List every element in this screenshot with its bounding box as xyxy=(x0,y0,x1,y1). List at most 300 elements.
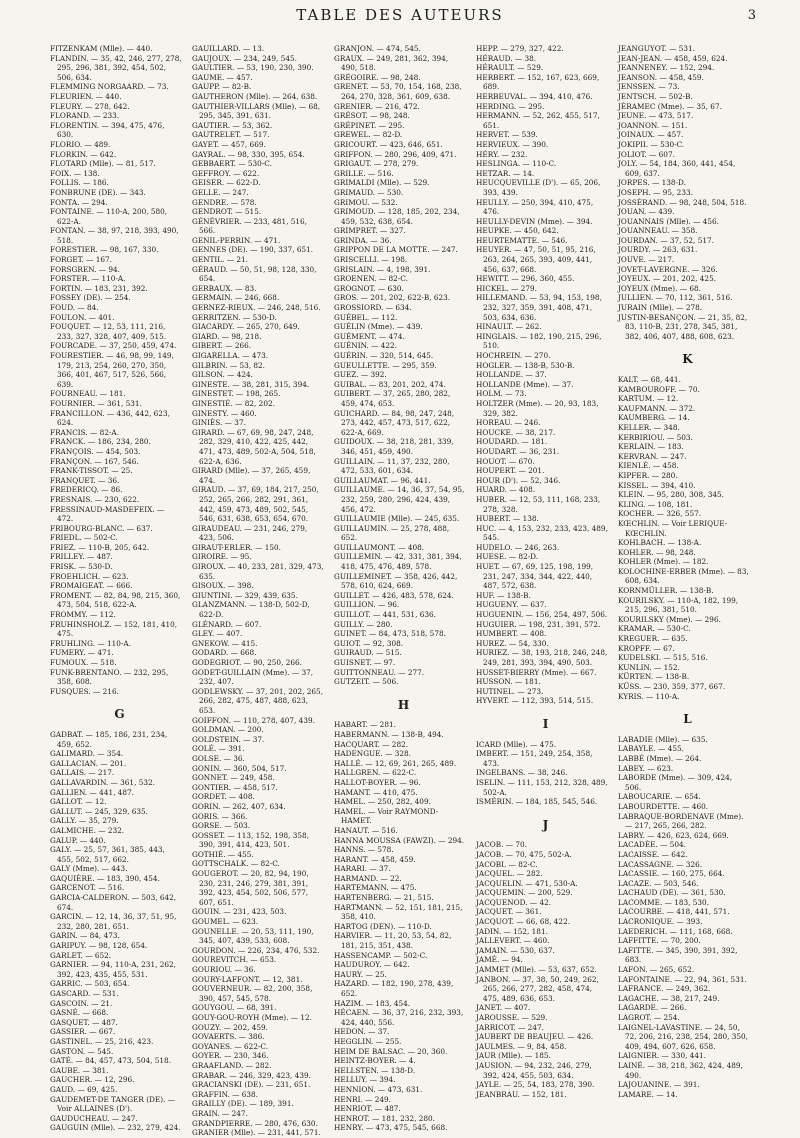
author-entry: JOLIOT. — 607. xyxy=(618,149,675,159)
author-entry: FREDERICQ. — 86. xyxy=(50,485,123,495)
author-entry: HAURY. — 25. xyxy=(334,969,387,979)
author-entry: GIRARD. — 67, 69, 98, 247, 248, 282, 329, 410, 422, 425, 442, 471, 473, 489, 502-A, 504, 518, 622-A, 636. xyxy=(192,427,316,466)
author-entry: GUIOT. — 92, 308. xyxy=(334,638,404,648)
author-entry: GOTHIÉ. — 455. xyxy=(192,849,254,859)
author-entry: GAUTHERON (Mlle). — 264, 638. xyxy=(192,91,318,101)
author-entry: GINESTET. — 198, 265. xyxy=(192,389,281,399)
author-entry: HYVERT. — 112, 393, 514, 515. xyxy=(476,696,594,706)
author-entry: GOUYGOU. — 68, 391. xyxy=(192,1003,277,1013)
author-entry: FOURNEAU. — 181. xyxy=(50,389,126,399)
author-entry: GALIMARD. — 354. xyxy=(50,749,124,759)
author-entry: GAUTIER. — 53, 362. xyxy=(192,120,273,130)
author-entry: GUILLY. — 280. xyxy=(334,619,393,629)
author-entry: HANAUT. — 516. xyxy=(334,825,398,835)
author-entry: GARCENOT. — 516. xyxy=(50,883,125,893)
author-entry: HABART. — 281. xyxy=(334,720,396,730)
author-entry: LACOURBE. — 418, 441, 571. xyxy=(618,907,730,917)
author-entry: GINESTIÉ. — 82, 202. xyxy=(192,398,275,408)
author-entry: GEBBAERT. — 530-C. xyxy=(192,159,272,169)
author-entry: LAFON. — 265, 652. xyxy=(618,965,695,975)
author-entry: KERLAIN. — 183. xyxy=(618,442,684,452)
author-entry: LAGARDE. — 266. xyxy=(618,1003,687,1013)
author-entry: LAGROT. — 254. xyxy=(618,1013,680,1022)
author-entry: GUILLEMIN. — 42, 331, 381, 394, 418, 475, 476, 489, 578. xyxy=(334,552,462,572)
author-entry: GOLSE. — 36. xyxy=(192,753,245,763)
author-entry: GONTIER. — 458, 517. xyxy=(192,782,278,792)
author-entry: FLORAND. — 233. xyxy=(50,111,120,121)
author-entry: HEUCQUEVILLE (D'). — 65, 206, 393, 439. xyxy=(476,178,601,197)
author-entry: GONNET. — 249, 458. xyxy=(192,773,275,783)
author-entry: KOHLER (Mme). — 182. xyxy=(618,557,709,567)
author-entry: HERVET. — 539. xyxy=(476,130,538,140)
author-entry: HERMANN. — 52, 262, 455, 517, 651. xyxy=(476,111,600,130)
author-entry: FRESSINAUD-MASDEFEIX. — 472. xyxy=(50,504,165,524)
author-entry: HARTENBERG. — 21, 515. xyxy=(334,893,434,903)
author-entry: KISSEL. — 394, 410. xyxy=(618,480,696,490)
author-entry: JOINAUX. — 457. xyxy=(618,130,684,140)
author-entry: GOUY-GOU-ROYH (Mme). — 12. xyxy=(192,1012,312,1022)
author-entry: GUÉRIN. — 320, 514, 645. xyxy=(334,351,434,360)
author-entry: GORSE. — 503. xyxy=(192,821,251,831)
author-entry: GIRARD (Mlle). — 37, 265, 459, 474. xyxy=(192,466,311,485)
author-entry: KÜSS. — 230, 359, 377, 667. xyxy=(618,682,726,691)
author-entry: FROEHLICH. — 623. xyxy=(50,571,129,581)
author-entry: FRUHINSHOLZ. — 152, 181, 410, 475. xyxy=(50,619,178,639)
author-entry: GASTON. — 545. xyxy=(50,1046,114,1056)
author-entry: GLEY. — 407. xyxy=(192,629,243,639)
author-entry: GOLDMAN. — 200. xyxy=(192,725,264,735)
author-entry: HASSENCAMP. — 502-C. xyxy=(334,950,428,960)
author-entry: GOURIOU. — 36. xyxy=(192,965,256,974)
author-entry: KORNMÜLLER. — 138-B. xyxy=(618,586,714,596)
author-entry: FRANK-TISSOT. — 25. xyxy=(50,466,133,476)
author-entry: GROS. — 201, 202, 622-B, 623. xyxy=(334,293,451,303)
author-entry: GUÉLIN (Mme). — 439. xyxy=(334,322,423,332)
author-entry: GAUTHIER-VILLARS (Mlle). — 68, 295, 345, 391, 631. xyxy=(192,101,321,121)
author-entry: KOURILSKY. — 110-A, 182, 199, 215, 296, 381, 510. xyxy=(618,595,739,615)
author-entry: GIROUX. — 40, 233, 281, 329, 473, 635. xyxy=(192,562,324,581)
author-entry: JACQUELIN. — 471, 530-A. xyxy=(476,878,578,888)
author-entry: JANET. — 407. xyxy=(476,1003,531,1013)
author-entry: HUDELO. — 246, 263. xyxy=(476,542,560,552)
author-entry: FORTIN. — 183, 231, 392. xyxy=(50,283,148,293)
author-entry: KRAMAR. — 530-C. xyxy=(618,624,691,634)
page-number: 3 xyxy=(747,8,756,23)
author-entry: GAUD. — 69, 425. xyxy=(50,1084,118,1094)
author-entry: FRANQUET. — 36. xyxy=(50,475,120,485)
author-entry: FORGET. — 167. xyxy=(50,255,112,265)
author-entry: FLOTARD (Mlle). — 81, 517. xyxy=(50,159,156,169)
author-entry: HUTINEL. — 273. xyxy=(476,686,544,696)
author-entry: KIPFER. — 280. xyxy=(618,470,678,480)
author-entry: GAUBE. — 381. xyxy=(50,1065,109,1075)
author-entry: KAUFMANN. — 372. xyxy=(618,403,696,413)
author-entry: GROENEN. — 82-C. xyxy=(334,274,408,284)
author-entry: LAJOUANINE. — 391. xyxy=(618,1080,700,1090)
author-entry: LABAYLE. — 455. xyxy=(618,744,684,754)
author-entry: JENTSCH. — 502-B. xyxy=(618,91,693,101)
author-entry: HOUDARD. — 181. xyxy=(476,437,548,447)
author-entry: HALLÉ. — 12, 69, 261, 265, 489. xyxy=(334,758,457,768)
author-entry: GROSSIORD. — 634. xyxy=(334,303,412,313)
author-entry: GORIN. — 262, 407, 634. xyxy=(192,801,286,811)
author-entry: GALUP. — 440. xyxy=(50,835,106,845)
author-entry: HUARD. — 408. xyxy=(476,485,536,495)
author-entry: GODEGRIOT. — 90, 250, 266. xyxy=(192,658,302,667)
author-entry: GRICOURT. — 423, 646, 651. xyxy=(334,139,443,149)
author-entry: LABORDE (Mme). — 309, 424, 506. xyxy=(618,773,733,792)
author-entry: GUILLAIN. — 11, 37, 232, 280, 472, 533, 601, 634. xyxy=(334,456,450,476)
author-entry: FRANCK. — 186, 234, 280. xyxy=(50,437,151,447)
author-entry: GAUTRELET. — 517. xyxy=(192,130,270,140)
author-entry: GRANJON. — 474, 545. xyxy=(334,44,421,53)
author-entry: HARARI. — 37. xyxy=(334,864,391,874)
author-entry: FOUQUET. — 12, 53, 111, 216, 233, 327, 328, 407, 409, 515. xyxy=(50,322,167,341)
author-entry: HICKEL. — 279. xyxy=(476,283,537,293)
author-entry: GUILLEMINET. — 358, 426, 442, 578, 610, 624, 669. xyxy=(334,571,458,591)
author-entry: GRAIN. — 247. xyxy=(192,1108,248,1118)
author-entry: HARTOG (DEN). — 110-D. xyxy=(334,921,432,931)
author-entry: GUILLAUMIN. — 25, 278, 488, 652. xyxy=(334,523,450,543)
author-entry: HETZAR. — 14. xyxy=(476,168,535,178)
author-entry: HALLOT-BOYER. — 96. xyxy=(334,777,421,787)
author-entry: LAFFITTE. — 70, 200. xyxy=(618,936,701,946)
author-entry: KOHLBACH. — 138-A. xyxy=(618,538,702,548)
author-entry: HOUPERT. — 201. xyxy=(476,466,545,476)
author-entry: GILSON. — 424. xyxy=(192,370,253,380)
author-entry: GRÉPINET. — 295. xyxy=(334,120,405,130)
index-column-4 xyxy=(476,44,608,1099)
author-entry: GUIBAL. — 83, 201, 202, 474. xyxy=(334,379,446,389)
author-entry: GAQUIÈRE. — 183, 390, 454. xyxy=(50,873,160,883)
author-entry: GODET-GUILLAIN (Mme). — 37, 232, 407. xyxy=(192,667,314,687)
author-entry: JULLIEN. — 70, 112, 361, 516. xyxy=(618,293,733,303)
author-entry: GIROIRE. — 95. xyxy=(192,552,252,562)
author-entry: HENRI. — 249. xyxy=(334,1094,391,1104)
author-entry: HELLSTEN. — 138-D. xyxy=(334,1065,416,1075)
author-entry: FOURCADE. — 37, 250, 459, 474. xyxy=(50,341,177,351)
author-entry: ICARD (Mlle). — 475. xyxy=(476,739,557,749)
author-entry: FONTAINE. — 110-A, 200, 580, 622-A. xyxy=(50,207,168,226)
author-entry: JOUAN. — 439. xyxy=(618,207,675,217)
author-entry: KOLOCHINE-ERBER (Mme). — 83, 608, 634. xyxy=(618,566,749,586)
author-entry: KALT. — 68, 441. xyxy=(618,375,681,384)
author-entry: JAYLE. — 25, 54, 183, 278, 390. xyxy=(476,1080,595,1090)
author-entry: GENDRE. — 578. xyxy=(192,197,257,207)
author-entry: HUBER. — 12, 53, 111, 168, 233, 278, 328. xyxy=(476,494,601,514)
author-entry: GOVAERTS. — 386. xyxy=(192,1032,265,1042)
author-entry: GRABAR. — 246, 329, 423, 439. xyxy=(192,1070,311,1080)
author-entry: GUITTONNEAU. — 277. xyxy=(334,667,425,677)
author-entry: GOSSET. — 113, 152, 198, 358, 390, 391, 414, 423, 501. xyxy=(192,830,310,850)
author-entry: GIBERT. — 266. xyxy=(192,341,252,351)
author-entry: JAUSION. — 94, 232, 246, 279, 392, 424, 455, 503, 634. xyxy=(476,1060,592,1080)
author-entry: GAYRAL. — 98, 330, 395, 654. xyxy=(192,149,305,159)
author-entry: GAUILLARD. — 13. xyxy=(192,44,265,53)
author-entry: GAUDEMET-DE TANGER (DE). — Voir ALLAINES (D'). xyxy=(50,1094,176,1114)
author-entry: HADENGUE. — 328. xyxy=(334,749,412,759)
author-entry: GRIPPON DE LA MOTTE. — 247. xyxy=(334,245,458,255)
author-entry: LABBÉ (Mme). — 264. xyxy=(618,753,702,763)
author-entry: GOURY-LAFFONT. — 12, 381. xyxy=(192,974,303,984)
author-entry: GREWEL. — 82-D. xyxy=(334,130,403,140)
author-entry: GALLOT. — 12. xyxy=(50,797,107,807)
author-entry: LACRONIQUE. — 393. xyxy=(618,917,703,927)
index-column-3 xyxy=(334,44,466,1133)
author-entry: JENSSEN. — 73. xyxy=(618,82,680,92)
author-entry: GUTZEIT. — 506. xyxy=(334,677,399,687)
author-entry: FLORENTIN. — 394, 475, 476, 630. xyxy=(50,120,165,140)
author-entry: GOUGEROT. — 20, 82, 94, 190, 230, 231, 246, 279, 381, 391, 392, 423, 454, 502, 506, 577, 607, 651. xyxy=(192,869,309,907)
author-entry: LACASSIE. — 160, 275, 664. xyxy=(618,869,725,879)
author-entry: JAMMET (Mlle). — 53, 637, 652. xyxy=(476,965,597,975)
author-entry: GASQUET. — 487. xyxy=(50,1017,118,1027)
author-entry: GRACIANSKI (DE). — 231, 651. xyxy=(192,1080,311,1090)
author-entry: GARCIN. — 12, 14, 36, 37, 51, 95, 232, 280, 281, 651. xyxy=(50,912,177,931)
author-entry: HUGUENY. — 637. xyxy=(476,600,547,610)
author-entry: GIRAUD. — 37, 69, 184, 217, 250, 252, 265, 266, 282, 291, 361, 442, 459, 473, 489, 502, 545, 546, 631, 638, 653, 654, 670. xyxy=(192,485,319,524)
author-entry: ISMÉRIN. — 184, 185, 545, 546. xyxy=(476,797,598,807)
author-entry: FROMAIGEAT. — 666. xyxy=(50,581,133,591)
author-entry: GAUPP. — 82-B. xyxy=(192,82,252,92)
author-entry: FUNK-BRENTANO. — 232, 295, 358, 608. xyxy=(50,667,169,687)
author-entry: HEWITT. — 296, 360, 455. xyxy=(476,274,575,284)
author-entry: HELLUY. — 394. xyxy=(334,1075,396,1085)
author-entry: JOKIPII. — 530-C. xyxy=(618,139,685,149)
author-entry: HUF. — 138-B. xyxy=(476,590,531,600)
author-entry: GARIPUY. — 98, 128, 654. xyxy=(50,941,148,951)
author-entry: HINGLAIS. — 182, 190, 215, 296, 510. xyxy=(476,331,602,351)
author-entry: LABADIE (Mlle). — 635. xyxy=(618,734,708,744)
author-entry: GALLIEN. — 441, 487. xyxy=(50,787,134,797)
author-entry: HARANT. — 458, 459. xyxy=(334,854,416,864)
author-entry: KLEIN. — 95, 280, 308, 345. xyxy=(618,490,724,500)
author-entry: HUREZ. — 54, 330. xyxy=(476,638,549,648)
author-entry: HAZARD. — 182, 190, 278, 439, 652. xyxy=(334,979,454,998)
author-entry: GRÉGOIRE. — 98, 248. xyxy=(334,72,421,82)
author-entry: GODLEWSKY. — 37, 201, 202, 265, 266, 282, 475, 487, 488, 623, 653. xyxy=(192,686,324,715)
author-entry: HENNION. — 473, 631. xyxy=(334,1084,423,1094)
author-entry: GRINDA. — 36. xyxy=(334,235,392,245)
author-entry: GALLAVARDIN. — 361, 532. xyxy=(50,777,155,787)
author-entry: GALMICHE. — 232. xyxy=(50,825,125,835)
author-entry: GERMAIN. — 246, 668. xyxy=(192,293,280,303)
author-entry: GUILLAUMAT. — 96, 441. xyxy=(334,475,431,485)
author-entry: FRIEDL. — 502-C. xyxy=(50,533,118,543)
author-entry: HUET. — 67, 69, 125, 198, 199, 231, 247, 334, 344, 422, 440, 487, 572, 638. xyxy=(476,562,594,591)
author-entry: GENTIL. — 21. xyxy=(192,255,248,265)
author-entry: HOUOT. — 670. xyxy=(476,456,535,466)
author-entry: JEAN-JEAN. — 458, 459, 624. xyxy=(618,53,728,63)
author-entry: GERNEZ-RIEUX. — 246, 248, 516. xyxy=(192,303,321,313)
author-entry: GRISLAIN. — 4, 198, 391. xyxy=(334,264,431,274)
author-entry: HOLLANDE. — 37. xyxy=(476,370,547,380)
author-entry: LACAZE. — 503, 546. xyxy=(618,878,699,888)
author-entry: HOUR (D'). — 52, 346. xyxy=(476,475,561,485)
author-entry: JACQUET. — 361. xyxy=(476,907,542,917)
author-entry: FROMENT. — 82, 84, 98, 215, 360, 473, 504, 518, 622-A. xyxy=(50,590,181,610)
author-entry: LACASSAGNE. — 326. xyxy=(618,859,703,869)
author-entry: LACHAUD (DE). — 361, 530. xyxy=(618,888,726,898)
author-entry: GUIBERT. — 37, 265, 280, 282, 459, 474, 653. xyxy=(334,389,451,408)
author-entry: LABOURDETTE. — 460. xyxy=(618,801,709,811)
author-entry: HENRIOT. — 487. xyxy=(334,1104,401,1114)
author-entry: HEINTZ-BOYER. — 4. xyxy=(334,1056,416,1066)
author-entry: FLEMMING NORGAARD. — 73. xyxy=(50,82,169,92)
author-entry: JAROUSSE. — 529. xyxy=(476,1013,548,1022)
author-entry: JOVET-LAVERGNE. — 326. xyxy=(618,264,718,274)
author-entry: GASCARD. — 531. xyxy=(50,989,119,998)
author-entry: GOUNELLE. — 20, 53, 111, 190, 345, 407, 439, 533, 608. xyxy=(192,926,314,946)
author-entry: HAMANT. — 410, 475. xyxy=(334,787,418,797)
author-entry: GLANZMANN. — 138-D, 502-D, 622-D. xyxy=(192,600,310,620)
author-entry: LAFRANCE. — 249, 362. xyxy=(618,984,711,994)
author-entry: FONTA. — 294. xyxy=(50,197,108,207)
author-entry: JURAIN (Mlle). — 278. xyxy=(618,303,703,313)
author-entry: KAUMBERG. — 14. xyxy=(618,413,690,423)
author-entry: JEANBRAU. — 152, 181. xyxy=(476,1089,567,1099)
author-entry: GALY (Mme). — 443. xyxy=(50,864,128,874)
author-entry: HARVIER. — 11, 20, 53, 54, 82, 181, 215, 351, 438. xyxy=(334,931,452,951)
author-entry: GNEKOW. — 415. xyxy=(192,638,258,648)
author-entry: LACOMME. — 183, 530. xyxy=(618,897,710,907)
author-entry: HACQUART. — 282. xyxy=(334,739,409,749)
author-entry: HENROT. — 181, 232, 280. xyxy=(334,1113,435,1123)
author-entry: GRAILLY (DE). — 189, 391. xyxy=(192,1099,294,1109)
author-entry: FRILLEY. — 487. xyxy=(50,552,113,562)
author-entry: GEFFROY. — 622. xyxy=(192,168,260,178)
author-entry: JEUNE. — 473, 517. xyxy=(618,111,694,121)
author-entry: GUISNET. — 97. xyxy=(334,658,396,667)
author-entry: GENIL-PERRIN. — 471. xyxy=(192,235,281,245)
author-entry: HUGUIER. — 198, 231, 391, 572. xyxy=(476,619,601,629)
author-entry: JOURDY. — 263, 631. xyxy=(618,245,698,255)
author-entry: KYRIS. — 110-A. xyxy=(618,691,680,701)
author-entry: GILBRIN. — 53, 82. xyxy=(192,360,265,370)
author-entry: LAMARE. — 14. xyxy=(618,1089,678,1099)
author-entry: GOTTSCHALK. — 82-C. xyxy=(192,859,280,869)
author-entry: GRIMPRET. — 327. xyxy=(334,226,406,236)
author-entry: GAUJOUX. — 234, 249, 545. xyxy=(192,53,297,63)
author-entry: LABOUCARIE. — 654. xyxy=(618,792,701,802)
author-entry: HEDON. — 37. xyxy=(334,1027,390,1037)
author-entry: FOURNIER. — 361, 531. xyxy=(50,398,142,408)
author-entry: HOUCKE. — 38, 217. xyxy=(476,427,556,437)
author-entry: GAULTIER. — 53, 190, 230, 390. xyxy=(192,63,314,73)
author-entry: KOCHER. — 326, 557. xyxy=(618,509,702,519)
author-entry: JANBON. — 37, 38, 50, 249, 262, 265, 266, 277, 282, 458, 474, 475, 489, 636, 653. xyxy=(476,974,599,1003)
author-entry: JALLEVERT. — 460. xyxy=(476,936,550,946)
author-entry: LAIGNEL-LAVASTINE. — 24, 50, 72, 206, 216, 238, 254, 280, 350, 409, 494, 607, 626, 658. xyxy=(618,1022,749,1051)
author-entry: GISOUX. — 398. xyxy=(192,581,254,591)
author-entry: JORPES. — 138-D. xyxy=(618,178,686,188)
author-entry: KOURILSKY (Mme). — 296. xyxy=(618,614,721,624)
author-entry: FOURESTIER. — 46, 98, 99, 149, 179, 213, 254, 260, 270, 350, 366, 401, 467, 517, 526, 566, 639. xyxy=(50,351,174,389)
author-entry: KERVRAN. — 247. xyxy=(618,451,687,461)
author-entry: KELLER. — 348. xyxy=(618,422,680,432)
author-entry: FRANÇON. — 167, 546. xyxy=(50,456,139,466)
author-entry: GRIFFON. — 280, 296, 409, 471. xyxy=(334,149,457,159)
author-entry: HESLINGA. — 110-C. xyxy=(476,159,557,169)
author-entry: HURIEZ. — 38, 193, 218, 246, 248, 249, 281, 393, 394, 490, 503. xyxy=(476,648,608,667)
author-entry: LAIGNIER. — 330, 441. xyxy=(618,1051,706,1061)
author-entry: GUÉNIN. — 422. xyxy=(334,341,397,351)
author-entry: GINESTE. — 38, 281, 315, 394. xyxy=(192,379,310,389)
author-entry: GOUVERNEUR. — 82, 200, 358, 390, 457, 545, 578. xyxy=(192,984,313,1003)
author-entry: IMBERT. — 151, 249, 254, 358, 473. xyxy=(476,749,593,768)
index-columns xyxy=(50,44,750,1138)
author-entry: ISELIN. — 111, 153, 212, 328, 489, 502-A. xyxy=(476,777,608,797)
author-entry: FRANCIS. — 82-A. xyxy=(50,427,120,437)
author-entry: HOLTZER (Mme). — 20, 93, 183, 329, 382. xyxy=(476,398,599,418)
author-entry: GOURDON. — 226, 234, 476, 532. xyxy=(192,945,320,955)
author-entry: GRANIER (Mlle). — 231, 441, 571. xyxy=(192,1128,321,1138)
author-entry: FITZENKAM (Mlle). — 440. xyxy=(50,44,153,53)
author-entry: LABRY. — 426, 623, 624, 669. xyxy=(618,830,729,840)
author-entry: HOGLER. — 138-B, 530-B. xyxy=(476,360,575,370)
author-entry: GRIMOU. — 532. xyxy=(334,197,398,207)
author-entry: JOURDAN. — 37, 52, 517. xyxy=(618,235,714,245)
author-entry: LAEDERICH. — 111, 168, 668. xyxy=(618,926,733,936)
author-entry: GIRAUT-ERLER. — 150. xyxy=(192,542,282,552)
author-entry: HOLLANDE (Mme). — 37. xyxy=(476,379,574,389)
author-entry: HUMBERT. — 408. xyxy=(476,629,547,639)
author-entry: GADBAT. — 185, 186, 231, 234, 459, 652. xyxy=(50,729,168,749)
author-entry: GRAAFLAND. — 282. xyxy=(192,1060,272,1070)
author-entry: HANNS. — 578. xyxy=(334,845,394,855)
author-entry: HÉRY. — 232. xyxy=(476,149,528,159)
author-entry: FUSQUES. — 216. xyxy=(50,686,119,696)
author-entry: JOYEUX (Mme). — 68. xyxy=(618,283,701,293)
author-entry: HUESE. — 82-D. xyxy=(476,552,539,562)
author-entry: HEUYER. — 47, 50, 51, 95, 216, 263, 264, 265, 393, 409, 441, 456, 637, 668. xyxy=(476,245,596,274)
author-entry: GAUGUIN (Mlle). — 232, 279, 424. xyxy=(50,1123,181,1133)
author-entry: LACADÉE. — 504. xyxy=(618,840,686,850)
author-entry: HAZIM. — 183, 454. xyxy=(334,998,411,1008)
author-entry: JEANGUYOT. — 531. xyxy=(618,44,695,53)
section-letter: K xyxy=(682,352,693,367)
author-entry: FRIEZ. — 110-B, 205, 642. xyxy=(50,542,150,552)
author-entry: GOIFFON. — 110, 278, 407, 439. xyxy=(192,715,315,725)
author-entry: FORSGREN. — 94. xyxy=(50,264,120,274)
author-entry: GOLDSTEIN. — 37. xyxy=(192,734,265,744)
author-entry: GALLACIAN. — 201. xyxy=(50,758,127,768)
author-entry: HARMAND. — 22. xyxy=(334,873,402,883)
author-entry: FUMERY. — 471. xyxy=(50,648,114,658)
author-entry: GUILLAUMONT. — 408. xyxy=(334,542,425,552)
author-entry: FLEURY. — 278, 642. xyxy=(50,101,130,111)
author-entry: GASSIER. — 667. xyxy=(50,1027,116,1037)
author-entry: GRAUX. — 249, 281, 362, 394, 490, 518. xyxy=(334,53,449,73)
author-entry: FONBRUNE (DE). — 343. xyxy=(50,187,146,197)
author-entry: LAINÉ. — 38, 218, 362, 424, 489, 490. xyxy=(618,1060,743,1080)
author-entry: GRIMOUD. — 128, 185, 202, 234, 459, 532, 638, 654. xyxy=(334,207,460,226)
author-entry: HUSSET-BIERRY (Mme). — 667. xyxy=(476,667,597,677)
author-entry: GUIRAUD. — 515. xyxy=(334,648,402,658)
author-entry: GOUIN. — 231, 423, 503. xyxy=(192,907,287,917)
page-title: TABLE DES AUTEURS xyxy=(296,6,504,24)
author-entry: HARTEMANN. — 475. xyxy=(334,883,417,893)
author-entry: FORESTIER. — 98, 167, 330. xyxy=(50,245,159,255)
author-entry: KROPFF. — 67. xyxy=(618,643,675,653)
author-entry: KŒCHLIN. — Voir LERIQUE-KŒCHLIN. xyxy=(618,518,728,538)
author-entry: FLORKIN. — 642. xyxy=(50,149,117,159)
author-entry: HANNA MOUSSA (FAWZI). — 294. xyxy=(334,835,465,845)
author-entry: FRISK. — 530-D. xyxy=(50,562,113,572)
author-entry: GRANDPIERRE. — 280, 476, 630. xyxy=(192,1118,318,1128)
author-entry: KREGUER. — 635. xyxy=(618,634,688,644)
section-letter: H xyxy=(397,697,410,712)
